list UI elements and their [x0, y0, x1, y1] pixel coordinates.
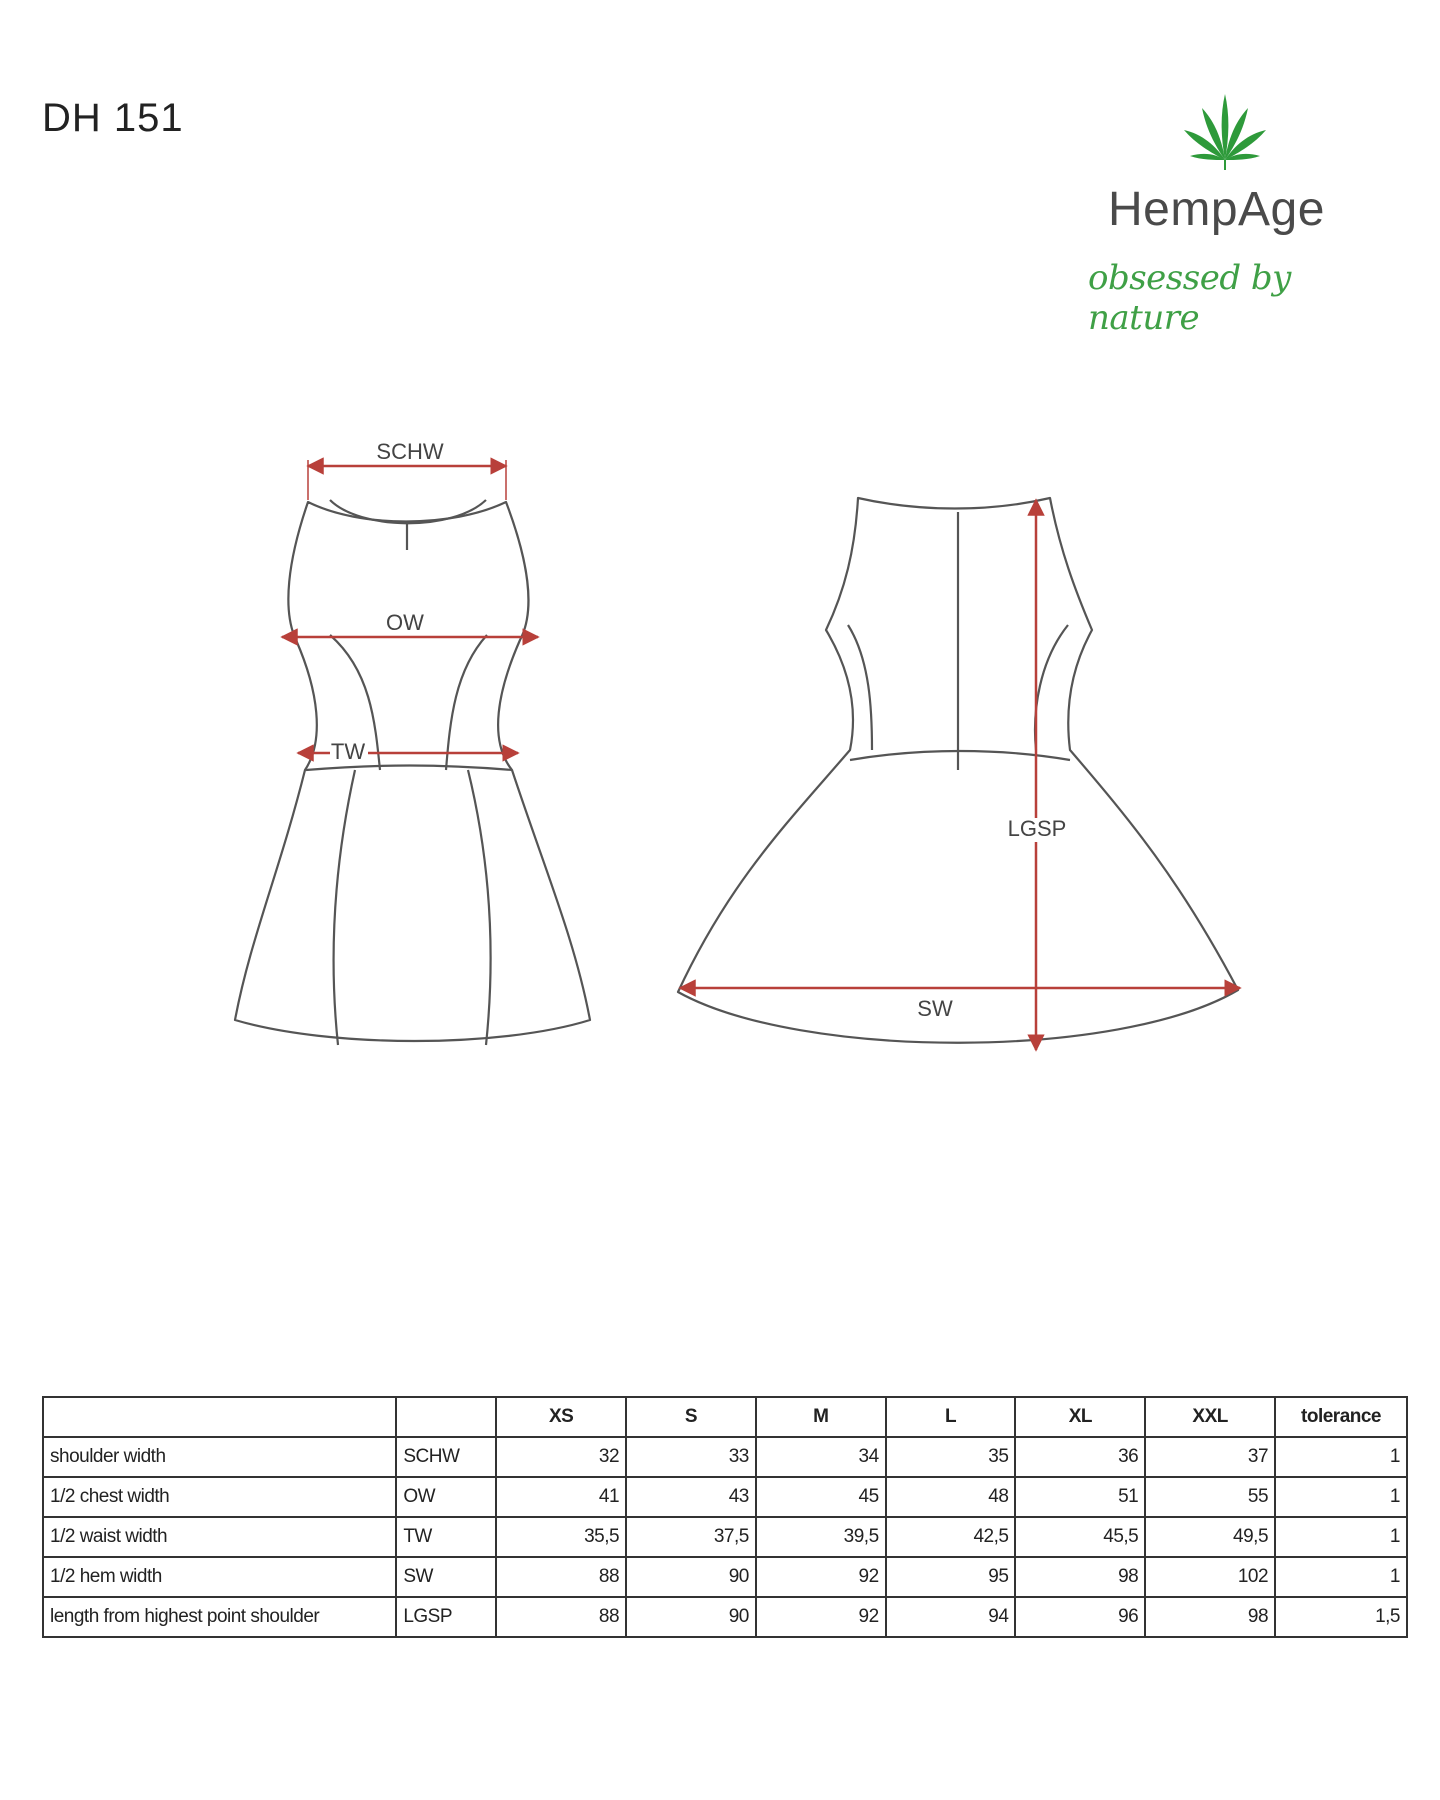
header-size-xs: XS: [496, 1397, 626, 1437]
value-cell: 35,5: [496, 1517, 626, 1557]
value-cell: 98: [1145, 1597, 1275, 1637]
schw-label: SCHW: [376, 439, 444, 464]
tolerance-cell: 1: [1275, 1477, 1407, 1517]
value-cell: 94: [886, 1597, 1016, 1637]
value-cell: 98: [1015, 1557, 1145, 1597]
table-row: [43, 1437, 1407, 1477]
back-view: [678, 498, 1238, 1043]
header-size-xxl: XXL: [1145, 1397, 1275, 1437]
header-size-s: S: [626, 1397, 756, 1437]
value-cell: 36: [1015, 1437, 1145, 1477]
value-cell: 95: [886, 1557, 1016, 1597]
value-cell: 32: [496, 1437, 626, 1477]
value-cell: 45: [756, 1477, 886, 1517]
tw-label: TW: [330, 739, 366, 764]
value-cell: 51: [1015, 1477, 1145, 1517]
header-tolerance: tolerance: [1275, 1397, 1407, 1437]
ow-label: OW: [386, 610, 424, 635]
header-cell: [396, 1397, 496, 1437]
value-cell: 90: [626, 1597, 756, 1637]
value-cell: 92: [756, 1597, 886, 1637]
measure-label: 1/2 chest width: [43, 1477, 396, 1517]
value-cell: 37: [1145, 1437, 1275, 1477]
value-cell: 43: [626, 1477, 756, 1517]
value-cell: 42,5: [886, 1517, 1016, 1557]
value-cell: 45,5: [1015, 1517, 1145, 1557]
table-row: [43, 1517, 1407, 1557]
header-size-l: L: [886, 1397, 1016, 1437]
table-row: [43, 1597, 1407, 1637]
table-row: [43, 1477, 1407, 1517]
value-cell: 90: [626, 1557, 756, 1597]
lgsp-label: LGSP: [1007, 816, 1067, 841]
brand-name: HempAge: [1108, 183, 1325, 236]
header-size-xl: XL: [1015, 1397, 1145, 1437]
hempage-logo: [1080, 90, 1380, 338]
value-cell: 96: [1015, 1597, 1145, 1637]
value-cell: 34: [756, 1437, 886, 1477]
value-cell: 35: [886, 1437, 1016, 1477]
measure-label: 1/2 waist width: [43, 1517, 396, 1557]
measure-label: length from highest point shoulder: [43, 1597, 396, 1637]
garment-technical-drawing: [0, 420, 1440, 1100]
value-cell: 55: [1145, 1477, 1275, 1517]
tolerance-cell: 1: [1275, 1517, 1407, 1557]
tolerance-cell: 1,5: [1275, 1597, 1407, 1637]
header-cell: [43, 1397, 396, 1437]
table-header-row: [43, 1397, 1407, 1437]
front-view: [235, 500, 590, 1045]
value-cell: 49,5: [1145, 1517, 1275, 1557]
table-row: [43, 1557, 1407, 1597]
measure-label: shoulder width: [43, 1437, 396, 1477]
value-cell: 41: [496, 1477, 626, 1517]
header-size-m: M: [756, 1397, 886, 1437]
measure-code: OW: [396, 1477, 496, 1517]
size-chart-table: [42, 1396, 1408, 1638]
style-code: DH 151: [42, 96, 184, 140]
sw-label: SW: [917, 996, 953, 1021]
measure-code: TW: [396, 1517, 496, 1557]
value-cell: 48: [886, 1477, 1016, 1517]
measure-code: LGSP: [396, 1597, 496, 1637]
measure-label: 1/2 hem width: [43, 1557, 396, 1597]
measure-code: SCHW: [396, 1437, 496, 1477]
back-measurements: [680, 500, 1240, 1050]
value-cell: 102: [1145, 1557, 1275, 1597]
value-cell: 92: [756, 1557, 886, 1597]
measure-code: SW: [396, 1557, 496, 1597]
hemp-leaf-icon: [1180, 90, 1270, 170]
brand-tagline: obsessed by nature: [1088, 258, 1291, 338]
value-cell: 39,5: [756, 1517, 886, 1557]
tolerance-cell: 1: [1275, 1437, 1407, 1477]
value-cell: 88: [496, 1597, 626, 1637]
tolerance-cell: 1: [1275, 1557, 1407, 1597]
value-cell: 33: [626, 1437, 756, 1477]
value-cell: 37,5: [626, 1517, 756, 1557]
value-cell: 88: [496, 1557, 626, 1597]
